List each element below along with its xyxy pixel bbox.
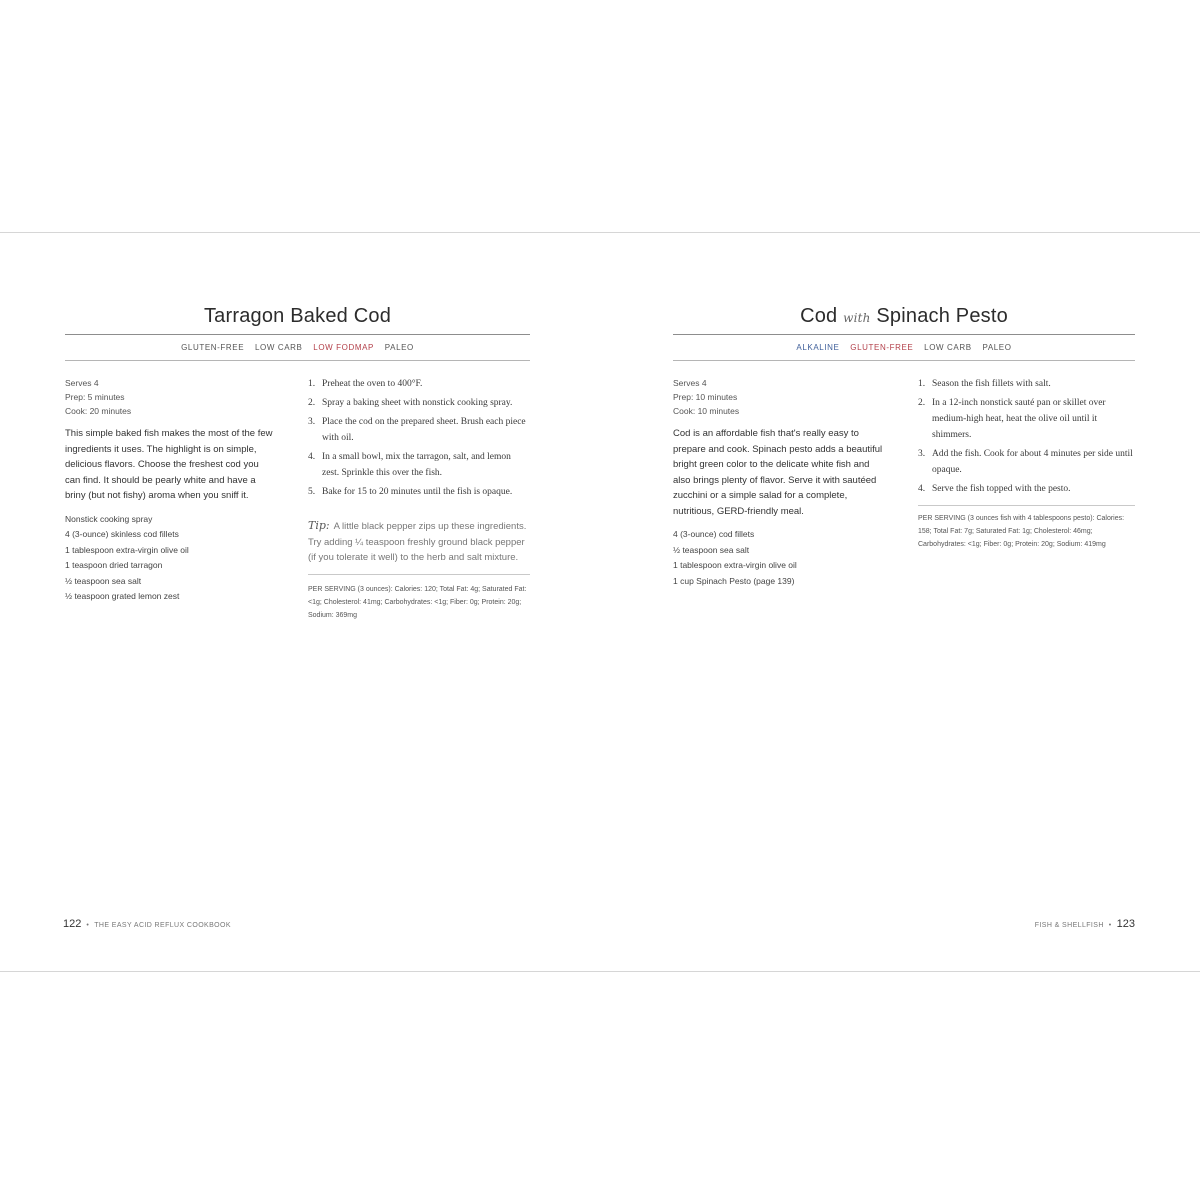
ingredient-item: ½ teaspoon sea salt [65, 575, 142, 586]
serves-text: Serves 4 [65, 378, 99, 388]
tip-label: Tip: [308, 519, 330, 532]
step-text: Spray a baking sheet with nonstick cooking spray. [322, 398, 513, 408]
page-number: 122 [63, 918, 82, 930]
page-number: 123 [1116, 918, 1135, 930]
step-text: Place the cod on the prepared sheet. Brush each piece with oil. [322, 417, 526, 443]
recipe-meta [673, 376, 888, 418]
steps-list [308, 376, 530, 500]
step-item [918, 395, 1135, 443]
diet-tag: LOW CARB [924, 343, 972, 352]
cook-time: Cook: 20 minutes [65, 406, 132, 416]
title-connector: with [843, 311, 871, 325]
step-item [308, 376, 530, 392]
step-number: 3. [918, 449, 926, 459]
step-item [918, 481, 1135, 497]
tip-text: A little black pepper zips up these ingredients. Try adding ¼ teaspoon freshly ground black pepper (if you tolerate it well) to the herb and salt mixture. [308, 521, 527, 563]
diet-tag: LOW FODMAP [313, 343, 374, 352]
step-text: In a 12-inch nonstick sauté pan or skillet over medium-high heat, heat the olive oil until it shimmers. [932, 398, 1106, 440]
nutrition-info: PER SERVING (3 ounces): Calories: 120; Total Fat: 4g; Saturated Fat: <1g; Cholesterol: 41mg; Carbohydrates: <1g; Fiber: 0g; Protein: 20g; Sodium: 369mg [308, 585, 527, 619]
step-item [308, 449, 530, 481]
step-item [308, 395, 530, 411]
step-number: 1. [918, 379, 926, 389]
serves-text: Serves 4 [673, 378, 707, 388]
recipe-intro: This simple baked fish makes the most of the few ingredients it uses. The highlight is on simple, delicious flavors. Choose the freshest cod you can find. It should be pearly white and have a briny (but not fishy) aroma when you sniff it. [65, 428, 273, 501]
ingredient-item: 1 tablespoon extra-virgin olive oil [673, 560, 797, 570]
ingredient-item: ½ teaspoon sea salt [673, 544, 750, 555]
step-text: Preheat the oven to 400°F. [322, 379, 423, 389]
steps-list [918, 376, 1135, 497]
recipe-meta [65, 376, 275, 418]
ingredient-item: 1 tablespoon extra-virgin olive oil [65, 544, 189, 555]
step-number: 3. [308, 417, 316, 427]
step-item [308, 484, 530, 500]
step-text: Serve the fish topped with the pesto. [932, 484, 1071, 494]
page-footer [63, 918, 231, 930]
step-text: Add the fish. Cook for about 4 minutes per side until opaque. [932, 449, 1133, 475]
book-title: THE EASY ACID REFLUX COOKBOOK [94, 922, 231, 929]
step-item [918, 376, 1135, 392]
directions-column [308, 376, 530, 622]
step-number: 1. [308, 379, 316, 389]
step-item [308, 414, 530, 446]
cook-time: Cook: 10 minutes [673, 406, 740, 416]
page-footer [1035, 918, 1135, 930]
ingredient-item: Nonstick cooking spray [65, 513, 153, 524]
ingredient-item: 1 teaspoon dried tarragon [65, 560, 163, 570]
step-number: 5. [308, 487, 316, 497]
diet-tags [673, 343, 1135, 352]
ingredients-list [673, 527, 888, 589]
title-rule [673, 334, 1135, 335]
title-rule [65, 334, 530, 335]
ingredient-item: 4 (3-ounce) cod fillets [673, 529, 755, 539]
step-number: 4. [308, 452, 316, 462]
prep-time: Prep: 5 minutes [65, 392, 125, 402]
tags-rule [673, 360, 1135, 361]
diet-tag: GLUTEN-FREE [181, 343, 245, 352]
step-number: 4. [918, 484, 926, 494]
step-text: Bake for 15 to 20 minutes until the fish is opaque. [322, 487, 513, 497]
tags-rule [65, 360, 530, 361]
ingredient-item: 1 cup Spinach Pesto (page 139) [673, 575, 795, 586]
diet-tag: PALEO [982, 343, 1012, 352]
title-part: Spinach Pesto [876, 305, 1008, 327]
folio-separator: • [1108, 922, 1112, 929]
ingredients-list [65, 512, 275, 605]
step-number: 2. [308, 398, 316, 408]
step-text: In a small bowl, mix the tarragon, salt, and lemon zest. Sprinkle this over the fish. [322, 452, 511, 478]
tip-box [308, 512, 530, 575]
nutrition-info: PER SERVING (3 ounces fish with 4 tablespoons pesto): Calories: 158; Total Fat: 7g; Saturated Fat: 1g; Cholesterol: 46mg; Carbohydrates: <1g; Fiber: 0g; Protein: 20g; Sodium: 419mg [918, 505, 1135, 551]
step-text: Season the fish fillets with salt. [932, 379, 1051, 389]
ingredients-column [673, 376, 888, 589]
book-spread [0, 232, 1200, 972]
recipe-title: Tarragon Baked Cod [203, 305, 392, 327]
ingredient-item: ½ teaspoon grated lemon zest [65, 591, 180, 601]
diet-tag: LOW CARB [254, 343, 303, 352]
right-page [673, 233, 1135, 971]
recipe-intro: Cod is an affordable fish that's really easy to prepare and cook. Spinach pesto adds a beautiful bright green color to the delicate white fish and also brings plenty of flavor. Serve it with sautéed zucchini or a simple salad for a complete, nutritious, GERD-friendly meal. [673, 428, 883, 517]
step-item [918, 446, 1135, 478]
directions-column [918, 376, 1135, 551]
title-part: Cod [800, 305, 838, 327]
diet-tag: GLUTEN-FREE [850, 343, 914, 352]
step-number: 2. [918, 398, 926, 408]
diet-tag: ALKALINE [796, 343, 840, 352]
folio-separator: • [86, 922, 90, 929]
ingredients-column [65, 376, 275, 605]
ingredient-item: 4 (3-ounce) skinless cod fillets [65, 529, 179, 539]
section-title: FISH & SHELLFISH [1034, 922, 1104, 929]
recipe-title [673, 305, 1135, 328]
left-page [65, 233, 530, 971]
diet-tag: PALEO [384, 343, 414, 352]
prep-time: Prep: 10 minutes [673, 392, 738, 402]
diet-tags [65, 343, 530, 352]
